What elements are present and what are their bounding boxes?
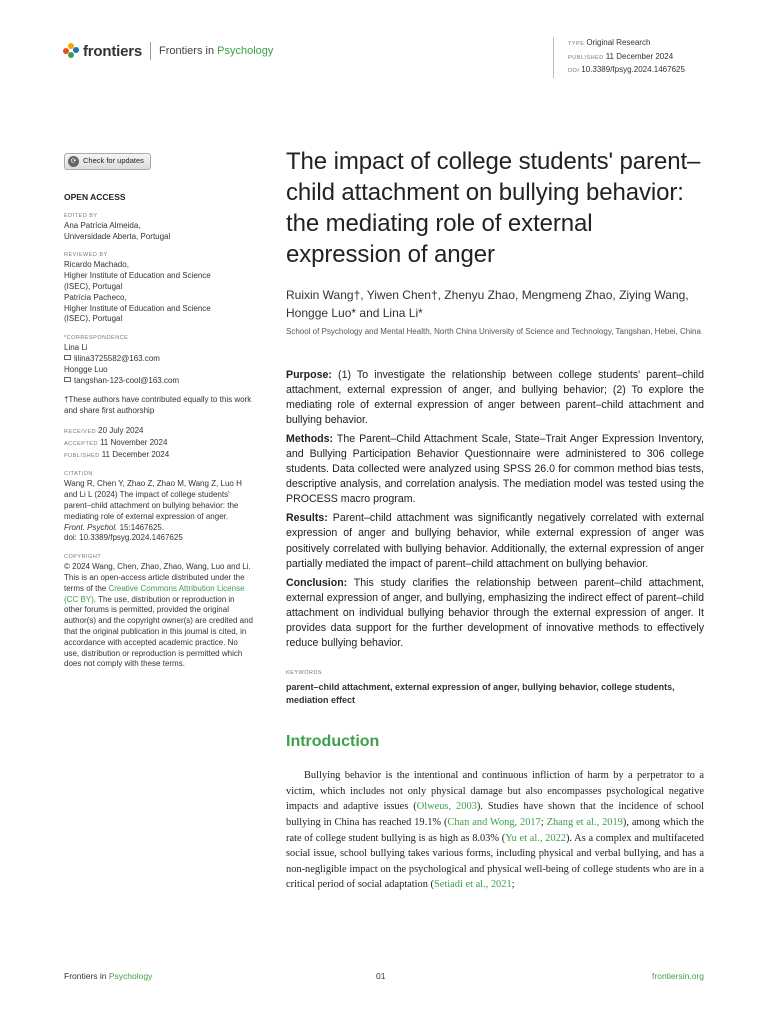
conclusion-label: Conclusion: <box>286 576 348 589</box>
page-number: 01 <box>376 971 386 981</box>
reviewer-line: Ricardo Machado, <box>64 260 129 270</box>
results-text: Parent–child attachment was significantly negatively correlated with external expression of anger and bullying behavior, while external expression of anger was positively correlated with bullying behavior. Additionally, the external expression of anger partially mediated the impact of parent–child attachment on bullying behavior. <box>286 512 704 570</box>
doi-label: DOI <box>568 68 580 74</box>
accepted-value: 11 November 2024 <box>99 437 168 447</box>
article-meta <box>553 37 685 78</box>
received-row <box>64 426 254 438</box>
methods-label: Methods: <box>286 432 334 445</box>
accepted-row <box>64 438 254 450</box>
license-link[interactable]: Creative Commons Attribution License (CC BY) <box>64 583 245 604</box>
open-access-label: OPEN ACCESS <box>64 192 126 202</box>
refresh-icon: ⟳ <box>68 156 79 167</box>
logo-text: frontiers <box>83 42 143 60</box>
citation-journal-row <box>64 523 254 534</box>
footer-journal-accent: Psychology <box>108 971 153 981</box>
keywords-label: KEYWORDS <box>286 670 323 677</box>
dates-block <box>64 426 254 461</box>
published-label: PUBLISHED <box>568 54 604 61</box>
citation-doi[interactable]: doi: 10.3389/fpsyg.2024.1467625 <box>64 533 183 543</box>
methods-text: The Parent–Child Attachment Scale, State–Trait Anger Expression Inventory, and Bullying Participation Behavior Questionnaire were administered to 306 college students. Data collected were analyzed using SPSS 26.0 for common method bias tests, descriptive analysis, and correlation analysis. The mediation model was tested using the PROCESS macro program. <box>286 432 704 506</box>
edited-by-label: EDITED BY <box>64 212 98 219</box>
introduction-heading: Introduction <box>286 733 380 751</box>
citation-link[interactable]: Yu et al., 2022 <box>505 832 566 844</box>
type-label: TYPE <box>568 41 585 47</box>
envelope-icon <box>64 377 71 382</box>
published-label: PUBLISHED <box>64 452 100 459</box>
envelope-icon <box>64 355 71 360</box>
page-header <box>63 40 713 80</box>
reviewer-line: Higher Institute of Education and Science <box>64 303 211 313</box>
journal-prefix: Frontiers in <box>159 45 218 57</box>
published-value: 11 December 2024 <box>605 51 674 61</box>
purpose-text: (1) To investigate the relationship between college students' parent–child attachment, external expression of anger, and bullying behavior; (2) To explore the mediating role of external expression of anger between parent–child attachment and bullying behavior. <box>286 368 704 426</box>
intro-text: Bullying behavior is the intentional and continuous infliction of harm by a perpetrator to a victim, which includes not only physical damage but also encompasses psychological negative impacts and adaptive issues ( <box>286 770 704 813</box>
citation-link[interactable]: Zhang et al., 2019 <box>546 816 623 828</box>
results-label: Results: <box>286 512 328 525</box>
intro-text: ; <box>540 816 547 828</box>
abstract-results <box>286 511 704 571</box>
main-column <box>286 146 704 893</box>
correspondent-email-row <box>64 376 254 387</box>
abstract-purpose <box>286 368 704 428</box>
citation-block <box>64 479 254 544</box>
logo-divider <box>150 42 151 60</box>
check-updates-label: Check for updates <box>83 156 144 166</box>
citation-journal: Front. Psychol. <box>64 522 118 532</box>
type-value: Original Research <box>586 38 651 47</box>
purpose-label: Purpose: <box>286 368 332 381</box>
frontiers-logo[interactable] <box>63 42 273 60</box>
citation-link[interactable]: Chan and Wong, 2017 <box>447 816 541 828</box>
journal-name <box>159 45 273 57</box>
reviewer-line: (ISEC), Portugal <box>64 281 123 291</box>
correspondent-email[interactable]: lilina3725582@163.com <box>74 353 160 363</box>
abstract-methods <box>286 432 704 507</box>
correspondent-email[interactable]: tangshan-123-cool@163.com <box>74 375 180 385</box>
correspondent-email-row <box>64 354 254 365</box>
correspondence-label: *CORRESPONDENCE <box>64 335 129 342</box>
copyright-block <box>64 562 254 670</box>
correspondence-block <box>64 343 254 386</box>
edited-by-block <box>64 221 254 243</box>
citation-volume: 15:1467625. <box>117 522 165 532</box>
reviewed-by-block <box>64 260 254 325</box>
intro-text: ), among which the rate of college student bullying is as high as 8.03% ( <box>286 816 704 844</box>
check-updates-button[interactable] <box>64 153 151 170</box>
accepted-label: ACCEPTED <box>64 440 98 447</box>
reviewer-line: (ISEC), Portugal <box>64 314 123 324</box>
copyright-label: COPYRIGHT <box>64 554 102 561</box>
intro-text: ). As a complex and multifaceted social issue, school bullying takes various forms, including physical and verbal bullying, and has a non-negligible impact on the psychological and physical well-being of college students who are in a critical period of social adaptation ( <box>286 832 704 891</box>
published-value: 11 December 2024 <box>101 449 170 459</box>
copyright-text: © 2024 Wang, Chen, Zhao, Zhao, Wang, Luo and Li. This is an open-access article distributed under the terms of the <box>64 562 251 593</box>
received-label: RECEIVED <box>64 428 97 435</box>
intro-text: ; <box>511 879 515 891</box>
citation-label: CITATION <box>64 471 93 478</box>
reviewer-line: Higher Institute of Education and Science <box>64 271 211 281</box>
published-row <box>64 450 254 462</box>
journal-accent: Psychology <box>217 45 274 57</box>
footer-journal <box>64 971 152 981</box>
abstract-conclusion <box>286 576 704 651</box>
intro-text: ). Studies have shown that the incidence of school bullying in China has reached 19.1% ( <box>286 801 704 828</box>
frontiers-logo-icon <box>63 43 79 59</box>
introduction-paragraph <box>286 768 704 893</box>
citation-link[interactable]: Setiadi et al., 2021 <box>434 879 512 891</box>
footer-site-link[interactable]: frontiersin.org <box>652 971 704 981</box>
citation-text: Wang R, Chen Y, Zhao Z, Zhao M, Wang Z, Luo H and Li L (2024) The impact of college students' parent–child attachment on bullying behavior: the mediating role of external expression of anger. <box>64 479 242 521</box>
author-list: Ruixin Wang†, Yiwen Chen†, Zhenyu Zhao, Mengmeng Zhao, Ziying Wang, Hongge Luo* and Lina Li* <box>286 288 689 320</box>
doi-value[interactable]: 10.3389/fpsyg.2024.1467625 <box>581 65 685 74</box>
citation-link[interactable]: Olweus, 2003 <box>416 801 477 813</box>
article-title: The impact of college students' parent–child attachment on bullying behavior: the mediating role of external expression of anger <box>286 148 701 268</box>
reviewer-line: Patrícia Pacheco, <box>64 292 127 302</box>
meta-doi <box>568 64 685 78</box>
editor-affiliation: Universidade Aberta, Portugal <box>64 231 171 241</box>
meta-type <box>568 37 685 51</box>
conclusion-text: This study clarifies the relationship between parent–child attachment, external expression of anger, and bullying, emphasizing the indirect effect of parent–child attachment on individual bullying behavior through the external expression of anger. It provides data support for the further development of innovative methods to effectively reduce bullying behavior. <box>286 576 704 650</box>
affiliation: School of Psychology and Mental Health, North China University of Science and Technology, Tangshan, Hebei, China <box>286 327 701 336</box>
editor-name: Ana Patrícia Almeida, <box>64 220 141 230</box>
abstract <box>286 368 704 652</box>
sidebar <box>64 153 254 670</box>
correspondent-name: Hongge Luo <box>64 364 108 374</box>
keywords-text: parent–child attachment, external expression of anger, bullying behavior, college students, mediation effect <box>286 682 675 706</box>
meta-published <box>568 51 685 65</box>
received-value: 20 July 2024 <box>98 425 144 435</box>
correspondent-name: Lina Li <box>64 343 88 353</box>
equal-contribution-note: †These authors have contributed equally to this work and share first authorship <box>64 395 252 416</box>
reviewed-by-label: REVIEWED BY <box>64 252 108 259</box>
footer-journal-prefix: Frontiers in <box>64 971 109 981</box>
copyright-text-end: . The use, distribution or reproduction in other forums is permitted, provided the original author(s) and the copyright owner(s) are credited and that the original publication in this journal is cited, in accordance with accepted academic practice. No use, distribution or reproduction is permitted which does not comply with these terms. <box>64 594 253 669</box>
